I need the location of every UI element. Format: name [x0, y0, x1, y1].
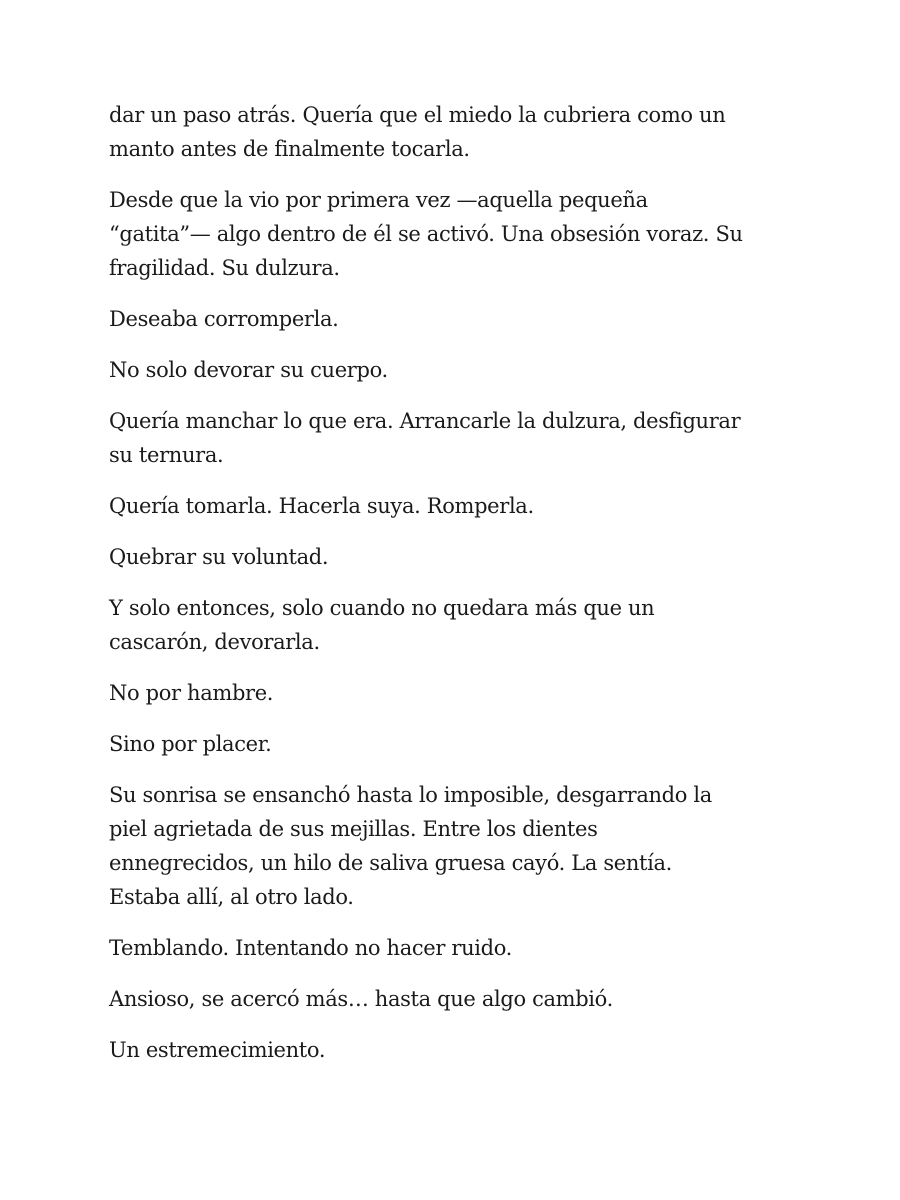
paragraph: Un estremecimiento. [109, 1038, 326, 1062]
paragraph: Quería tomarla. Hacerla suya. Romperla. [109, 494, 534, 518]
paragraph: Y solo entonces, solo cuando no quedara más que un cascarón, devorarla. [109, 596, 655, 654]
paragraph: Desde que la vio por primera vez —aquella pequeña “gatita”— algo dentro de él se activó. Una obsesión voraz. Su fragilidad. Su dulzura. [109, 188, 743, 280]
paragraph: Quería manchar lo que era. Arrancarle la dulzura, desfigurar su ternura. [109, 409, 741, 467]
paragraph: Quebrar su voluntad. [109, 545, 329, 569]
paragraph: Sino por placer. [109, 732, 272, 756]
paragraph: Temblando. Intentando no hacer ruido. [109, 936, 512, 960]
paragraph: No solo devorar su cuerpo. [109, 358, 388, 382]
paragraph: Ansioso, se acercó más… hasta que algo cambió. [109, 987, 613, 1011]
paragraph: dar un paso atrás. Quería que el miedo la cubriera como un manto antes de finalmente tocarla. [109, 103, 726, 161]
paragraph: Deseaba corromperla. [109, 307, 339, 331]
body-text [109, 98, 799, 1084]
paragraph: Su sonrisa se ensanchó hasta lo imposible, desgarrando la piel agrietada de sus mejillas. Entre los dientes ennegrecidos, un hilo de saliva gruesa cayó. La sentía. Estaba allí, al otro lado. [109, 783, 712, 909]
paragraph: No por hambre. [109, 681, 274, 705]
